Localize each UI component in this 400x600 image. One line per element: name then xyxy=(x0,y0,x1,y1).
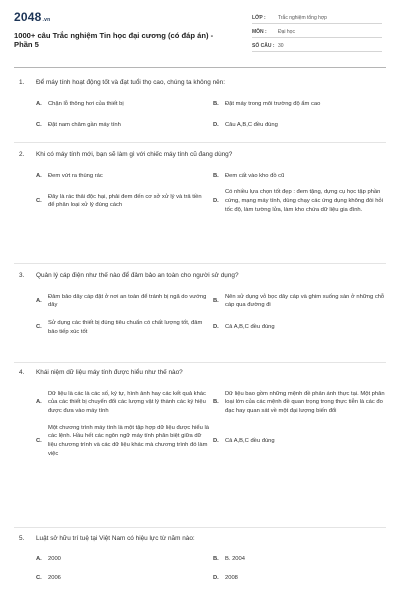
option-text: Đặt máy trong môi trường độ ẩm cao xyxy=(225,100,321,107)
option-letter: C. xyxy=(36,437,42,444)
question-text: Quản lý cáp điện như thế nào để đảm bảo an toàn cho người sử dụng? xyxy=(36,272,239,279)
option-letter: B. xyxy=(213,297,219,304)
meta-row-subject xyxy=(252,24,382,38)
option-text: Sử dụng các thiết bị đúng tiêu chuẩn có chất lượng tốt, đảm bảo tiếp xúc tốt xyxy=(48,320,203,335)
option-letter: B. xyxy=(213,100,219,107)
option-text: Câu A,B,C đều đúng xyxy=(225,122,278,129)
option-letter: D. xyxy=(213,437,219,444)
option-d[interactable] xyxy=(213,319,386,336)
question-divider xyxy=(14,142,386,143)
logo-main: 2048 xyxy=(14,10,42,24)
option-letter: D. xyxy=(213,122,219,129)
option-c[interactable] xyxy=(36,424,209,459)
question-stem xyxy=(14,535,386,544)
question-4 xyxy=(14,369,386,458)
option-text: Cả A,B,C đều đúng xyxy=(225,437,275,444)
options xyxy=(36,293,386,337)
meta-label: SỐ CÂU : xyxy=(252,43,275,49)
options xyxy=(36,100,386,130)
option-text: Chặn lỗ thông hơi của thiết bị xyxy=(48,100,124,107)
question-stem xyxy=(14,151,386,160)
option-letter: C. xyxy=(36,198,42,205)
option-d[interactable] xyxy=(213,574,386,583)
option-text: 2000 xyxy=(48,555,61,562)
title-line-2: Phần 5 xyxy=(14,40,39,50)
option-a[interactable] xyxy=(36,172,209,181)
option-b[interactable] xyxy=(213,390,386,416)
option-text: 2006 xyxy=(48,575,61,582)
question-stem xyxy=(14,272,386,281)
option-text: Đặt nam châm gần máy tính xyxy=(48,122,121,129)
option-letter: A. xyxy=(36,297,42,304)
question-5 xyxy=(14,535,386,583)
document-title xyxy=(14,31,214,50)
option-letter: C. xyxy=(36,122,42,129)
option-a[interactable] xyxy=(36,555,209,564)
option-letter: B. xyxy=(213,399,219,406)
question-stem xyxy=(14,369,386,378)
option-letter: A. xyxy=(36,172,42,179)
option-text: Có nhiều lựa chọn tốt đẹp : đem tặng, dựng cụ học tập phần cứng, mạng máy tính, dùng chạy các ứng dụng không đòi hỏi tốc độ, làm tường lửa, làm kho chứa dữ liệu gia đình. xyxy=(225,189,383,213)
question-number: 4. xyxy=(19,369,25,376)
option-letter: B. xyxy=(213,555,219,562)
option-d[interactable] xyxy=(213,188,386,214)
option-text: Đây là rác thải độc hại, phải đem đến cơ sở xử lý và trả tiền để phân loại xử lý đúng cách xyxy=(48,193,202,209)
option-text: Dữ liệu là các là các số, ký tự, hình ảnh hay các kết quả khác của các thiết bị chuyển đổi các lượng vật lý thành các ký hiệu được đưa vào máy tính xyxy=(48,390,206,415)
document-header xyxy=(14,10,386,52)
option-text: Đem vứt ra thùng rác xyxy=(48,172,103,179)
meta-value: Đại học xyxy=(278,29,295,35)
option-letter: C. xyxy=(36,575,42,582)
options xyxy=(36,555,386,583)
question-number: 2. xyxy=(19,151,25,158)
question-divider xyxy=(14,362,386,363)
meta-row-count xyxy=(252,38,382,52)
meta-label: MÔN : xyxy=(252,29,267,35)
option-b[interactable] xyxy=(213,172,386,181)
option-text: Một chương trình máy tính là một tập hợp dữ liệu được hiểu là các lệnh. Hầu hết các ngôn ngữ máy tính phân biệt giữa dữ liệu chương trình và các dữ liệu khác mà chương trình đó làm việc xyxy=(48,424,209,457)
option-text: Đảm bảo dây cáp đặt ở nơi an toàn để tránh bị ngã do vướng dây xyxy=(48,293,207,309)
option-letter: C. xyxy=(36,324,42,331)
option-text: Nên sử dụng vỏ bọc dây cáp và ghim xuống sàn ở những chỗ cáp qua đường đi xyxy=(225,293,385,309)
option-a[interactable] xyxy=(36,390,209,416)
question-1 xyxy=(14,79,386,130)
option-c[interactable] xyxy=(36,574,209,583)
question-text: Khi có máy tính mới, bạn sẽ làm gì với chiếc máy tính cũ đang dùng? xyxy=(36,151,233,158)
question-3 xyxy=(14,272,386,336)
option-b[interactable] xyxy=(213,293,386,310)
option-text: B. 2004 xyxy=(225,555,245,562)
question-divider xyxy=(14,263,386,264)
option-letter: D. xyxy=(213,324,219,331)
option-letter: D. xyxy=(213,198,219,205)
question-number: 1. xyxy=(19,79,25,86)
option-c[interactable] xyxy=(36,188,209,214)
question-text: Khái niệm dữ liệu máy tính được hiểu như thế nào? xyxy=(36,369,183,376)
question-stem xyxy=(14,79,386,88)
option-text: Cả A,B,C đều đúng xyxy=(225,324,275,331)
option-a[interactable] xyxy=(36,293,209,310)
header-left xyxy=(14,10,214,52)
option-c[interactable] xyxy=(36,121,209,130)
meta-label: LỚP : xyxy=(252,15,266,21)
site-logo[interactable] xyxy=(14,10,214,24)
option-b[interactable] xyxy=(213,100,386,109)
option-letter: B. xyxy=(213,172,219,179)
question-2 xyxy=(14,151,386,214)
option-text: 2008 xyxy=(225,575,238,582)
title-line-1: 1000+ câu Trắc nghiệm Tin học đại cương (có đáp án) - xyxy=(14,31,214,40)
option-c[interactable] xyxy=(36,319,209,336)
options xyxy=(36,172,386,215)
question-number: 3. xyxy=(19,272,25,279)
meta-value: Trắc nghiệm tổng hợp xyxy=(278,15,327,21)
question-divider xyxy=(14,527,386,528)
question-text: Luật sở hữu trí tuệ tại Việt Nam có hiệu lực từ năm nào: xyxy=(36,535,195,542)
options xyxy=(36,390,386,459)
meta-row-class xyxy=(252,10,382,24)
option-a[interactable] xyxy=(36,100,209,109)
option-letter: A. xyxy=(36,555,42,562)
option-d[interactable] xyxy=(213,424,386,459)
logo-suffix: .vn xyxy=(42,17,51,23)
option-d[interactable] xyxy=(213,121,386,130)
option-text: Đem cất vào kho đồ cũ xyxy=(225,172,285,179)
question-number: 5. xyxy=(19,535,25,542)
question-text: Để máy tính hoạt động tốt và đạt tuổi thọ cao, chúng ta không nên: xyxy=(36,79,226,86)
option-letter: D. xyxy=(213,575,219,582)
option-letter: A. xyxy=(36,100,42,107)
meta-value: 30 xyxy=(278,43,284,49)
header-divider xyxy=(14,67,386,68)
option-b[interactable] xyxy=(213,555,386,564)
option-letter: A. xyxy=(36,399,42,406)
option-text: Dữ liệu bao gồm những mệnh đề phản ánh thực tại. Một phân loại lớn của các mệnh đề quan trọng trong thực tiễn là các đo đạc hay quan sát về một đại lượng biến đổi xyxy=(225,390,385,415)
meta-info xyxy=(252,10,382,52)
